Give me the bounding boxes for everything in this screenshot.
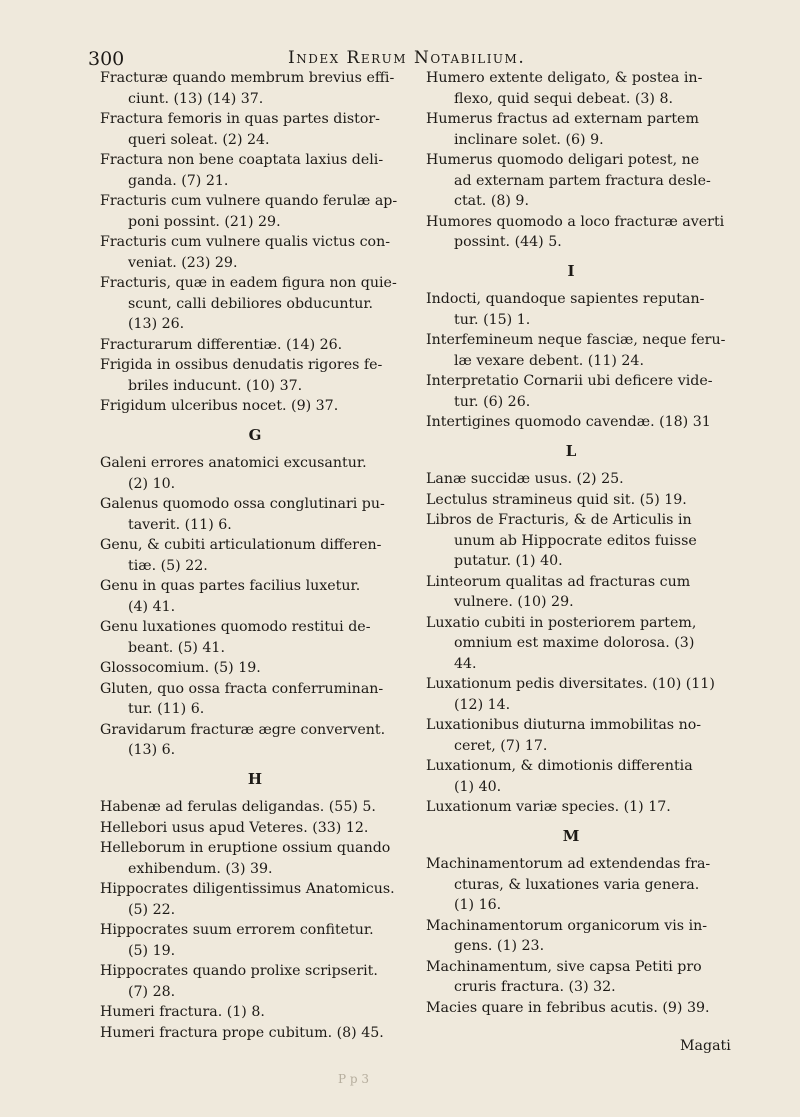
entry-continuation-line: ceret, (7) 17. xyxy=(454,737,548,754)
index-entry xyxy=(100,658,410,679)
index-entry xyxy=(100,273,410,335)
entry-line: Fracturæ quando membrum brevius effi- xyxy=(100,70,395,86)
index-entry xyxy=(426,330,726,371)
entry-continuation-line: tur. (6) 26. xyxy=(454,393,531,410)
entry-line: Genu luxationes quomodo restitui de- xyxy=(100,619,371,635)
entry-line: Lanæ succidæ usus. (2) 25. xyxy=(426,471,624,487)
entry-continuation-line: tur. (15) 1. xyxy=(454,311,531,328)
index-entry xyxy=(100,679,410,720)
section-letter: L xyxy=(565,441,577,460)
entry-continuation-line: poni possint. (21) 29. xyxy=(128,213,281,230)
index-entry xyxy=(426,572,716,613)
section-letter: M xyxy=(562,826,580,845)
index-entry xyxy=(100,617,410,658)
index-column-left xyxy=(100,68,410,1043)
index-entry xyxy=(100,232,410,273)
index-entry xyxy=(426,469,716,490)
entry-line: Genu, & cubiti articulationum differen- xyxy=(100,537,382,553)
index-entry xyxy=(100,494,410,535)
entry-line: Frigida in ossibus denudatis rigores fe- xyxy=(100,357,383,373)
entry-line: Linteorum qualitas ad fracturas cum xyxy=(426,573,691,590)
index-entry xyxy=(100,1023,410,1044)
index-entry xyxy=(100,1002,410,1023)
page-number: 300 xyxy=(88,48,125,70)
entry-continuation-line: beant. (5) 41. xyxy=(128,639,225,656)
entry-line: Frigidum ulceribus nocet. (9) 37. xyxy=(100,398,339,414)
index-entry xyxy=(100,797,410,818)
entry-line: Interfemineum neque fasciæ, neque feru- xyxy=(426,332,726,348)
entry-line: Humerus quomodo deligari potest, ne xyxy=(426,152,700,168)
entry-continuation-line: ganda. (7) 21. xyxy=(128,172,229,189)
index-entry xyxy=(100,150,410,191)
index-entry xyxy=(100,335,410,356)
entry-line: Machinamentorum ad extendendas fra- xyxy=(426,856,711,872)
index-entry xyxy=(100,355,410,396)
entry-continuation-line: flexo, quid sequi debeat. (3) 8. xyxy=(454,90,673,107)
entry-continuation-line: (5) 22. xyxy=(128,901,176,918)
index-entry xyxy=(426,756,716,797)
entry-line: Habenæ ad ferulas deligandas. (55) 5. xyxy=(100,799,376,815)
entry-continuation-line: 44. xyxy=(454,655,477,672)
entry-line: Humores quomodo a loco fracturæ averti xyxy=(426,213,725,230)
entry-line: Hippocrates quando prolixe scripserit. xyxy=(100,963,378,979)
section-letter: I xyxy=(567,261,575,280)
entry-line: Gravidarum fracturæ ægre convervent. xyxy=(100,721,386,738)
entry-continuation-line: (2) 10. xyxy=(128,475,176,492)
running-title: Index Rerum Notabilium. xyxy=(288,48,526,68)
index-entry xyxy=(426,150,716,212)
entry-line: Galeni errores anatomici excusantur. xyxy=(100,455,367,471)
entry-line: Machinamentorum organicorum vis in- xyxy=(426,917,708,934)
index-entry xyxy=(426,957,716,998)
index-entry xyxy=(426,854,716,916)
entry-line: Humeri fractura. (1) 8. xyxy=(100,1004,265,1020)
entry-continuation-line: ciunt. (13) (14) 37. xyxy=(128,90,264,107)
entry-line: Humerus fractus ad externam partem xyxy=(426,111,699,127)
index-entry xyxy=(100,818,410,839)
entry-line: Macies quare in febribus acutis. (9) 39. xyxy=(426,999,710,1016)
entry-line: Humero extente deligato, & postea in- xyxy=(426,70,703,86)
entry-line: Libros de Fracturis, & de Articulis in xyxy=(426,512,692,528)
catchword: Magati xyxy=(680,1038,731,1054)
index-entry xyxy=(426,68,716,109)
entry-continuation-line: ad externam partem fractura desle- xyxy=(454,172,711,189)
entry-line: Indocti, quandoque sapientes reputan- xyxy=(426,291,705,307)
entry-continuation-line: exhibendum. (3) 39. xyxy=(128,860,273,877)
entry-line: Hippocrates diligentissimus Anatomicus. xyxy=(100,881,395,897)
entry-continuation-line: (7) 28. xyxy=(128,983,176,1000)
index-entry xyxy=(100,453,410,494)
index-entry xyxy=(100,576,410,617)
entry-line: Genu in quas partes facilius luxetur. xyxy=(100,578,361,594)
entry-continuation-line: (13) 6. xyxy=(128,742,176,758)
index-entry xyxy=(100,838,410,879)
index-entry xyxy=(426,613,716,675)
entry-line: Luxationibus diuturna immobilitas no- xyxy=(426,717,702,733)
index-entry xyxy=(426,371,716,412)
entry-line: Luxationum variæ species. (1) 17. xyxy=(426,799,671,815)
entry-continuation-line: cruris fractura. (3) 32. xyxy=(454,979,616,995)
entry-continuation-line: scunt, calli debiliores obducuntur. xyxy=(128,295,374,312)
index-entry xyxy=(100,191,410,232)
entry-continuation-line: putatur. (1) 40. xyxy=(454,553,563,569)
entry-line: Intertigines quomodo cavendæ. (18) 31 xyxy=(426,414,711,430)
index-entry xyxy=(426,510,716,572)
index-entry xyxy=(426,797,716,818)
entry-continuation-line: ctat. (8) 9. xyxy=(454,193,529,209)
entry-continuation-line: vulnere. (10) 29. xyxy=(454,594,574,610)
entry-line: Luxationum pedis diversitates. (10) (11) xyxy=(426,676,715,692)
entry-line: Helleborum in eruptione ossium quando xyxy=(100,840,391,856)
entry-continuation-line: unum ab Hippocrate editos fuisse xyxy=(454,532,697,549)
section-letter: G xyxy=(248,425,262,444)
entry-line: Fracturis cum vulnere quando ferulæ ap- xyxy=(100,193,398,209)
entry-continuation-line: gens. (1) 23. xyxy=(454,938,545,954)
entry-line: Glossocomium. (5) 19. xyxy=(100,660,261,676)
entry-line: Humeri fractura prope cubitum. (8) 45. xyxy=(100,1024,384,1041)
index-entry xyxy=(100,879,410,920)
entry-continuation-line: taverit. (11) 6. xyxy=(128,516,232,533)
index-entry xyxy=(426,674,716,715)
entry-line: Hellebori usus apud Veteres. (33) 12. xyxy=(100,819,369,836)
index-entry xyxy=(100,720,410,761)
entry-continuation-line: (1) 40. xyxy=(454,778,502,795)
signature-mark: P p 3 xyxy=(338,1072,370,1086)
index-entry xyxy=(100,396,410,417)
entry-line: Gluten, quo ossa fracta conferruminan- xyxy=(100,680,384,697)
index-entry xyxy=(426,916,716,957)
entry-continuation-line: queri soleat. (2) 24. xyxy=(128,131,270,148)
index-entry xyxy=(426,998,716,1019)
entry-line: Fracturis cum vulnere qualis victus con- xyxy=(100,234,391,250)
index-entry xyxy=(426,289,716,330)
index-entry xyxy=(426,715,716,756)
entry-line: Fracturis, quæ in eadem figura non quie- xyxy=(100,275,397,291)
index-entry xyxy=(100,920,410,961)
entry-line: Luxatio cubiti in posteriorem partem, xyxy=(426,614,697,631)
index-entry xyxy=(426,490,716,511)
entry-line: Galenus quomodo ossa conglutinari pu- xyxy=(100,496,385,512)
entry-continuation-line: veniat. (23) 29. xyxy=(128,254,238,271)
entry-continuation-line: (13) 26. xyxy=(128,316,185,332)
index-entry xyxy=(100,68,410,109)
entry-continuation-line: inclinare solet. (6) 9. xyxy=(454,131,604,148)
entry-continuation-line: (5) 19. xyxy=(128,942,176,959)
index-column-right xyxy=(426,68,726,1018)
entry-line: Fracturarum differentiæ. (14) 26. xyxy=(100,336,343,353)
entry-continuation-line: (1) 16. xyxy=(454,897,502,913)
index-entry xyxy=(426,109,716,150)
entry-continuation-line: (12) 14. xyxy=(454,696,511,713)
index-entry xyxy=(426,412,716,433)
entry-continuation-line: possint. (44) 5. xyxy=(454,234,562,250)
entry-line: Luxationum, & dimotionis differentia xyxy=(426,758,693,774)
entry-continuation-line: cturas, & luxationes varia genera. xyxy=(454,876,700,893)
entry-continuation-line: læ vexare debent. (11) 24. xyxy=(454,352,644,369)
entry-continuation-line: briles inducunt. (10) 37. xyxy=(128,377,303,394)
entry-continuation-line: omnium est maxime dolorosa. (3) xyxy=(454,635,695,651)
entry-line: Fractura femoris in quas partes distor- xyxy=(100,111,380,127)
entry-continuation-line: (4) 41. xyxy=(128,598,176,615)
entry-continuation-line: tiæ. (5) 22. xyxy=(128,557,208,574)
index-entry xyxy=(426,212,725,253)
index-entry xyxy=(100,109,410,150)
index-entry xyxy=(100,535,410,576)
entry-line: Fractura non bene coaptata laxius deli- xyxy=(100,152,384,168)
entry-continuation-line: tur. (11) 6. xyxy=(128,701,205,717)
entry-line: Lectulus stramineus quid sit. (5) 19. xyxy=(426,491,687,508)
entry-line: Interpretatio Cornarii ubi deficere vide- xyxy=(426,373,713,389)
index-entry xyxy=(100,961,410,1002)
entry-line: Hippocrates suum errorem confitetur. xyxy=(100,922,374,938)
entry-line: Machinamentum, sive capsa Petiti pro xyxy=(426,958,702,975)
section-letter: H xyxy=(247,769,263,788)
